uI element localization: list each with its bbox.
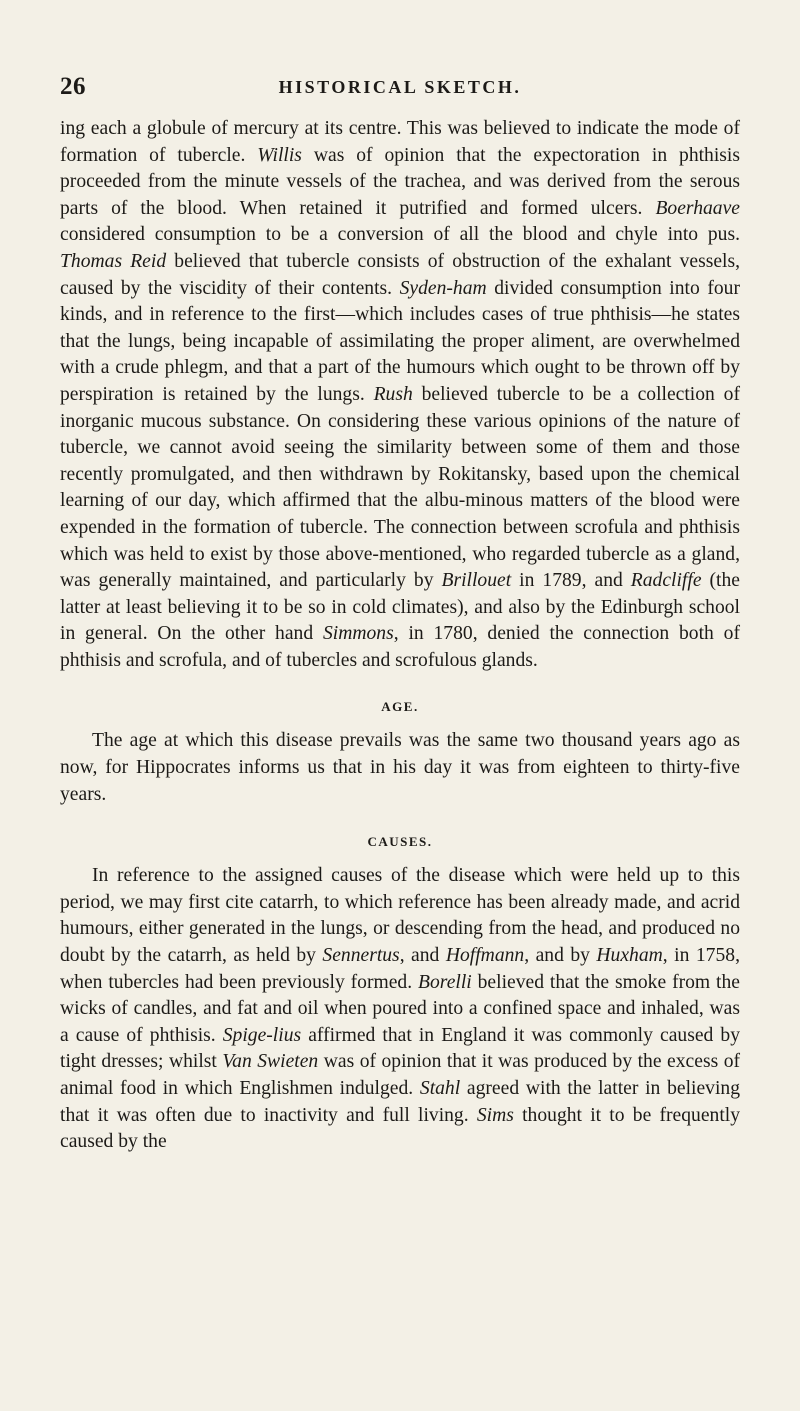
author-name: Willis: [257, 144, 302, 166]
section-heading-age: AGE.: [381, 699, 419, 715]
author-name: Sennertus: [322, 945, 400, 967]
author-name: Stahl: [419, 1078, 461, 1099]
author-name: Sims: [476, 1104, 514, 1126]
author-name: Borelli: [418, 971, 472, 993]
paragraph-age: The age at which this disease prevails was the same two thousand years ago as now, for Hippocrates informs us that in his day it was from eighteen to thirty-five years.: [60, 730, 740, 805]
page-body: [60, 116, 740, 1156]
author-name: Radcliffe: [630, 570, 702, 592]
author-name: Boerhaave: [655, 197, 740, 219]
paragraph-causes: In reference to the assigned causes of the disease which were held up to this period, we may first cite catarrh, to which reference has been already made, and acrid humours, either generated in the lungs, or descending from the head, and produced no doubt by the catarrh, as held by Sennertus, and Hoffmann, and by Huxham, in 1758, when tubercles had been previously formed. Borelli believed that the smoke from the wicks of candles, and fat and oil when poured into a confined space and inhaled, was a cause of phthisis. Spige-lius affirmed that in England it was commonly caused by tight dresses; whilst Van Swieten was of opinion that it was produced by the excess of animal food in which Englishmen indulged. Stahl agreed with the latter in believing that it was often due to inactivity and full living. Sims thought it to be frequently caused by the: [60, 865, 741, 1153]
author-name: Simmons: [322, 623, 394, 645]
author-name: Syden-ham: [399, 277, 487, 299]
author-name: Rush: [373, 383, 413, 405]
page-number: 26: [60, 73, 86, 100]
author-name: Huxham: [596, 945, 663, 967]
author-name: Brillouet: [441, 570, 512, 592]
author-name: Spige-lius: [222, 1024, 302, 1046]
author-name: Hoffmann: [445, 945, 525, 967]
author-name: Thomas Reid: [60, 250, 167, 272]
page-header: [60, 73, 740, 103]
running-head: HISTORICAL SKETCH.: [278, 77, 522, 97]
paragraph-tubercle-opinions: ing each a globule of mercury at its centre. This was believed to indicate the mode of formation of tubercle. Willis was of opinion that the expectoration in phthisis proceeded from the minute vessels of the trachea, and was derived from the serous parts of the blood. When retained it putrified and formed ulcers. Boerhaave considered consumption to be a conversion of all the blood and chyle into pus. Thomas Reid believed that tubercle consists of obstruction of the exhalant vessels, caused by the viscidity of their contents. Syden-ham divided consumption into four kinds, and in reference to the first—which includes cases of true phthisis—he states that the lungs, being incapable of assimilating the proper aliment, are overwhelmed with a crude phlegm, and that a part of the humours which ought to be thrown off by perspiration is retained by the lungs. Rush believed tubercle to be a collection of inorganic mucous substance. On considering these various opinions of the nature of tubercle, we cannot avoid seeing the similarity between some of them and those recently promulgated, and then withdrawn by Rokitansky, based upon the chemical learning of our day, which affirmed that the albu-minous matters of the blood were expended in the formation of tubercle. The connection between scrofula and phthisis which was held to exist by those above-mentioned, who regarded tubercle as a gland, was generally maintained, and particularly by Brillouet in 1789, and Radcliffe (the latter at least believing it to be so in cold climates), and also by the Edinburgh school in general. On the other hand Simmons, in 1780, denied the connection both of phthisis and scrofula, and of tubercles and scrofulous glands.: [60, 118, 740, 671]
author-name: Van Swieten: [222, 1051, 319, 1073]
section-heading-causes: CAUSES.: [367, 834, 433, 850]
